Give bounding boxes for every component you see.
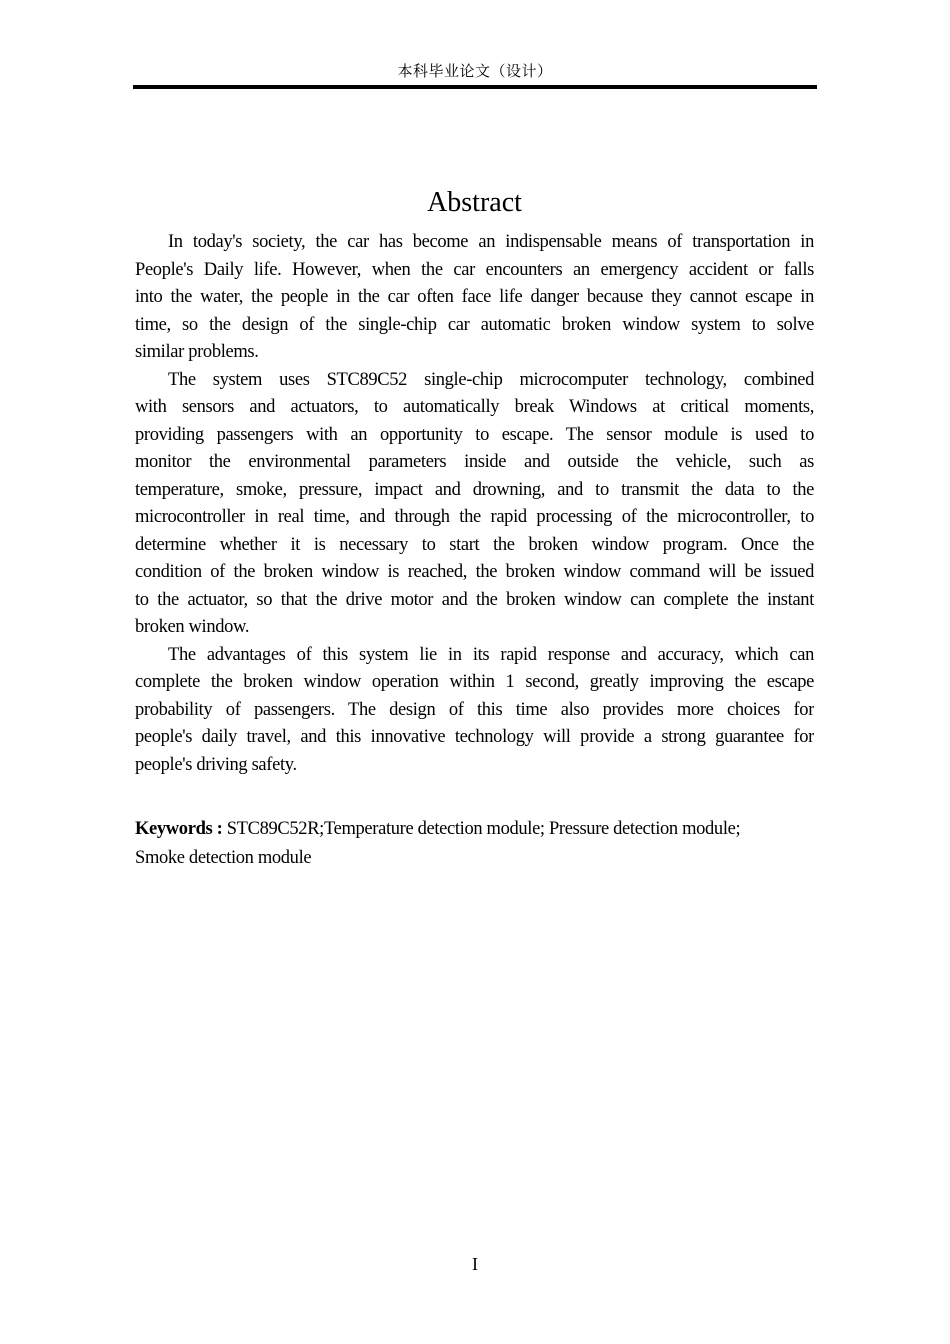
text-line: probability of passengers. The design of this time also provides more choices for (135, 699, 814, 720)
text-line: temperature, smoke, pressure, impact and drowning, and to transmit the data to the (135, 479, 814, 500)
text-line: people's driving safety. (135, 754, 297, 775)
text-line: time, so the design of the single-chip car automatic broken window system to solve (135, 314, 814, 335)
text-line: complete the broken window operation within 1 second, greatly improving the escape (135, 672, 814, 692)
keywords-paragraph (135, 815, 814, 873)
abstract-paragraph (135, 367, 814, 642)
text-line: with sensors and actuators, to automatically break Windows at critical moments, (135, 397, 814, 417)
text-line: The system uses STC89C52 single-chip microcomputer technology, combined (168, 369, 814, 390)
text-line: to the actuator, so that the drive motor and the broken window can complete the instant (135, 589, 814, 610)
text-line: monitor the environmental parameters inside and outside the vehicle, such as (135, 452, 814, 472)
header-title: 本科毕业论文（设计） (397, 64, 553, 80)
text-line: In today's society, the car has become an indispensable means of transportation in (168, 232, 814, 252)
header-rule (133, 85, 817, 89)
abstract-paragraph (135, 642, 814, 780)
text-line: into the water, the people in the car often face life danger because they cannot escape in (135, 287, 814, 307)
text-line: providing passengers with an opportunity to escape. The sensor module is used to (135, 424, 814, 445)
page-number: I (472, 1254, 478, 1274)
page-footer (0, 1253, 950, 1275)
text-line: condition of the broken window is reached, the broken window command will be issued (135, 562, 814, 582)
keywords-line-2: Smoke detection module (135, 848, 312, 868)
text-line: people's daily travel, and this innovative technology will provide a strong guarantee for (135, 727, 814, 747)
text-line: microcontroller in real time, and through the rapid processing of the microcontroller, to (135, 507, 814, 527)
keywords-text: STC89C52R;Temperature detection module; Pressure detection module; (222, 819, 741, 839)
abstract-paragraph (135, 229, 814, 367)
text-line: determine whether it is necessary to start the broken window program. Once the (135, 534, 814, 555)
page-content (135, 184, 814, 873)
text-line: broken window. (135, 617, 250, 637)
text-line: People's Daily life. However, when the car encounters an emergency accident or falls (135, 259, 814, 280)
page-title: Abstract (427, 187, 522, 218)
abstract-body (135, 229, 814, 779)
text-line: The advantages of this system lie in its rapid response and accuracy, which can (168, 644, 814, 665)
page-header (0, 0, 950, 89)
text-line: similar problems. (135, 342, 259, 362)
keywords-label: Keywords : (135, 819, 223, 839)
keywords-line-1 (135, 815, 814, 844)
